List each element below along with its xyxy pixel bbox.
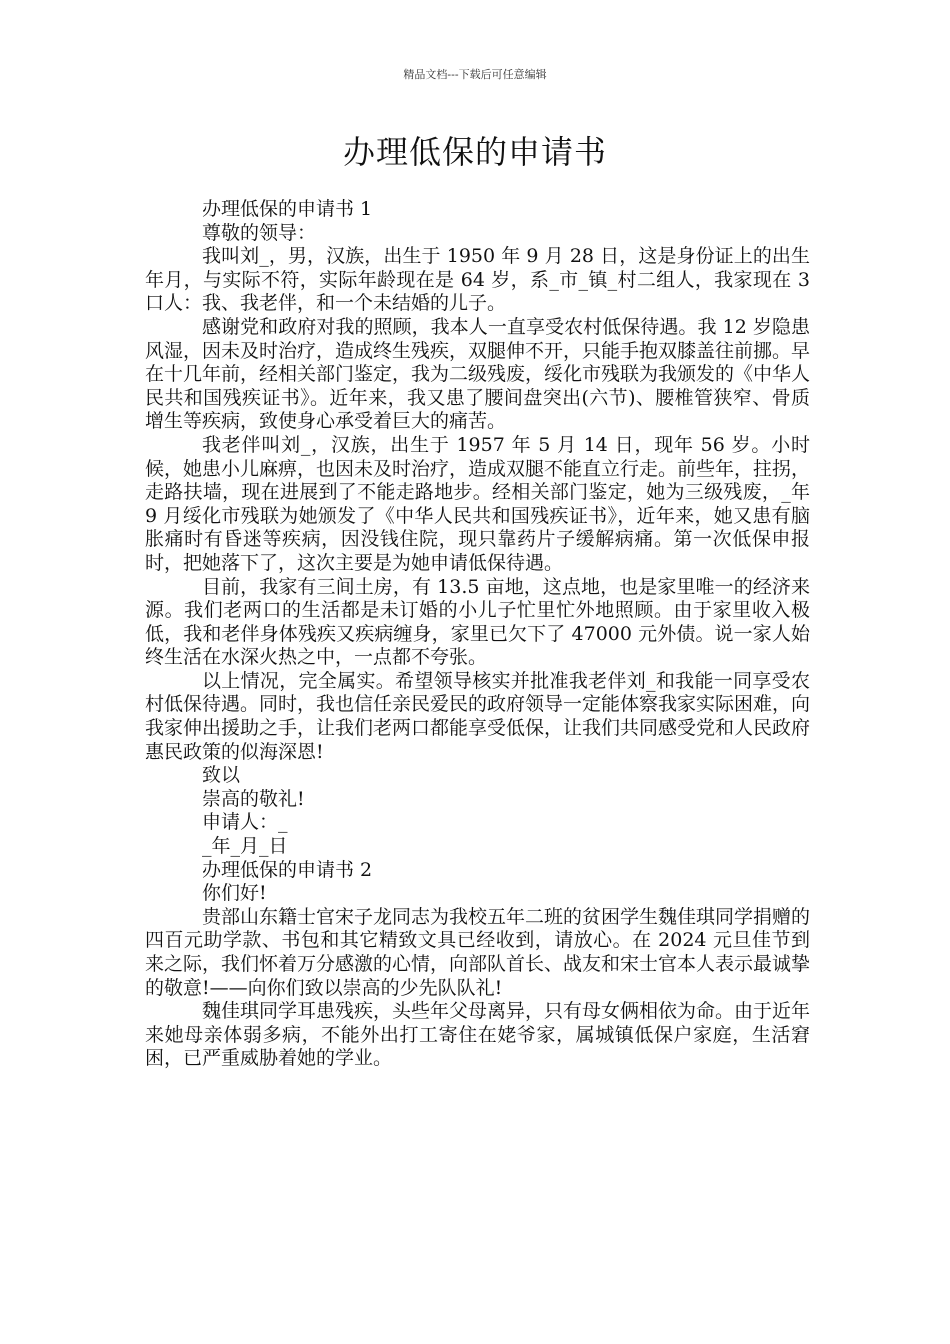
letter2-paragraph-1: 贵部山东籍士官宋子龙同志为我校五年二班的贫困学生魏佳琪同学捐赠的四百元助学款、书包和其它精致文具已经收到，请放心。在 2024 元旦佳节到来之际，我们怀着万分感激的心情，向部队首长、战友和宋士官本人表示最诚挚的敬意!——向你们致以崇高的少先队队礼! <box>145 905 811 999</box>
letter1-paragraph-4: 目前，我家有三间土房，有 13.5 亩地，这点地，也是家里唯一的经济来源。我们老两口的生活都是未订婚的小儿子忙里忙外地照顾。由于家里收入极低，我和老伴身体残疾又疾病缠身，家里已欠下了 47000 元外债。说一家人始终生活在水深火热之中，一点都不夸张。 <box>145 575 810 669</box>
letter1-closing-2: 崇高的敬礼! <box>202 787 305 810</box>
letter1-heading: 办理低保的申请书 1 <box>202 198 373 220</box>
letter1-salutation: 尊敬的领导： <box>202 221 317 244</box>
letter1-paragraph-3: 我老伴叫刘_，汉族，出生于 1957 年 5 月 14 日，现年 56 岁。小时候，她患小儿麻痹，也因未及时治疗，造成双腿不能直立行走。前些年，拄拐，走路扶墙，现在进展到了不能走路地步。经相关部门鉴定，她为三级残废，_年 9 月绥化市残联为她颁发了《中华人民共和国残疾证书》，近年来，她又患有脑胀痛时有昏迷等疾病，因没钱住院，现只靠药片子缓解病痛。第一次低保申报时，把她落下了，这次主要是为她申请低保待遇。 <box>145 433 811 574</box>
letter1-applicant: 申请人：_ <box>202 811 288 834</box>
document-body <box>145 198 810 1071</box>
letter2-heading: 办理低保的申请书 2 <box>202 858 373 881</box>
letter2-salutation: 你们好! <box>202 882 267 905</box>
letter2-paragraph-2: 魏佳琪同学耳患残疾，头些年父母离异，只有母女俩相依为命。由于近年来她母亲体弱多病，不能外出打工寄住在姥爷家，属城镇低保户家庭，生活窘困，已严重威胁着她的学业。 <box>145 1000 811 1070</box>
letter1-paragraph-2: 感谢党和政府对我的照顾，我本人一直享受农村低保待遇。我 12 岁隐患风湿，因未及时治疗，造成终生残疾，双腿伸不开，只能手抱双膝盖往前挪。早在十几年前，经相关部门鉴定，我为二级残废，绥化市残联为我颁发的《中华人民共和国残疾证书》。近年来，我又患了腰间盘突出(六节)、腰椎管狭窄、骨质增生等疾病，致使身心承受着巨大的痛苦。 <box>145 315 811 433</box>
letter1-paragraph-1: 我叫刘_，男，汉族，出生于 1950 年 9 月 28 日，这是身份证上的出生年月，与实际不符，实际年龄现在是 64 岁，系_市_镇_村二组人，我家现在 3 口人：我、我老伴，和一个未结婚的儿子。 <box>145 245 810 315</box>
letter1-paragraph-5: 以上情况，完全属实。希望领导核实并批准我老伴刘_和我能一同享受农村低保待遇。同时，我也信任亲民爱民的政府领导一定能体察我家实际困难，向我家伸出援助之手，让我们老两口都能享受低保，让我们共同感受党和人民政府惠民政策的似海深恩! <box>145 669 811 763</box>
letter1-date: _年_月_日 <box>202 835 288 858</box>
document-title: 办理低保的申请书 <box>342 133 607 171</box>
page-header: 精品文档---下载后可任意编辑 <box>403 68 547 81</box>
letter1-closing-1: 致以 <box>202 764 241 787</box>
